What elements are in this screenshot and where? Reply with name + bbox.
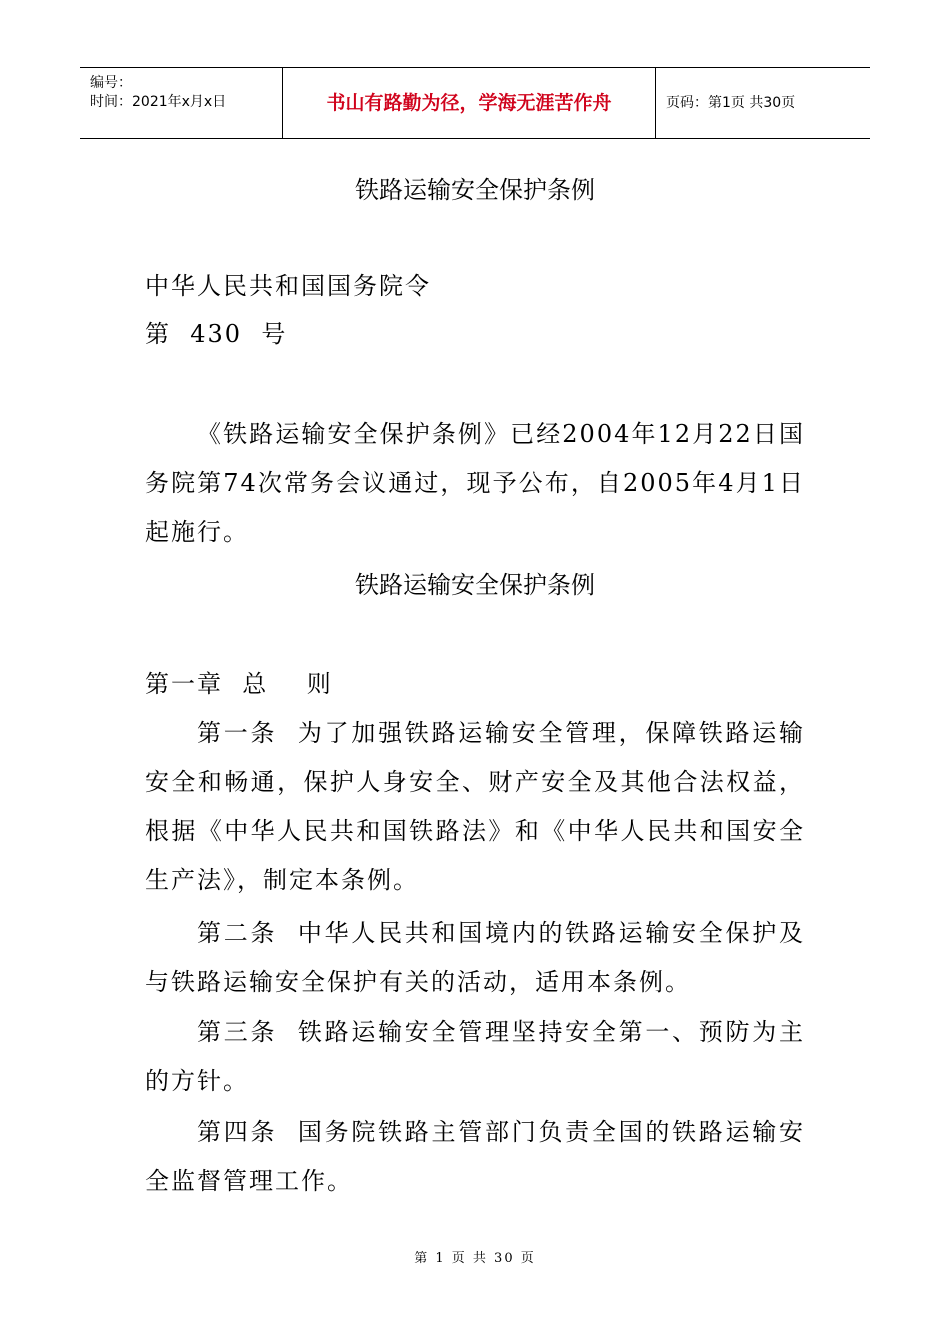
order-number: 第 430 号 <box>145 320 288 348</box>
article-1: 第一条 为了加强铁路运输安全管理，保障铁路运输安全和畅通，保护人身安全、财产安全及其他合法权益，根据《中华人民共和国铁路法》和《中华人民共和国安全生产法》，制定本条例。 <box>145 719 805 894</box>
header-motto: 书山有路勤为径，学海无涯苦作舟 <box>283 68 656 138</box>
document-title-repeat: 铁路运输安全保护条例 <box>355 571 595 599</box>
order-issuer: 中华人民共和国国务院令 <box>145 272 431 300</box>
header-page-info: 页码：第1页 共30页 <box>666 95 796 111</box>
article-3: 第三条 铁路运输安全管理坚持安全第一、预防为主的方针。 <box>145 1018 805 1095</box>
article-2: 第二条 中华人民共和国境内的铁路运输安全保护及与铁路运输安全保护有关的活动，适用本条例。 <box>145 919 805 996</box>
document-number-label: 编号： <box>90 75 132 91</box>
chapter-heading: 第一章 总 则 <box>145 670 333 698</box>
header-meta <box>80 68 283 138</box>
page-header <box>80 67 870 139</box>
document-title: 铁路运输安全保护条例 <box>355 176 595 204</box>
page-footer: 第 1 页 共 30 页 <box>414 1251 536 1266</box>
document-time-label: 时间：2021年x月x日 <box>90 94 227 110</box>
article-4: 第四条 国务院铁路主管部门负责全国的铁路运输安全监督管理工作。 <box>145 1118 805 1195</box>
promulgation-paragraph: 《铁路运输安全保护条例》已经2004年12月22日国务院第74次常务会议通过，现予公布，自2005年4月1日起施行。 <box>145 420 805 546</box>
